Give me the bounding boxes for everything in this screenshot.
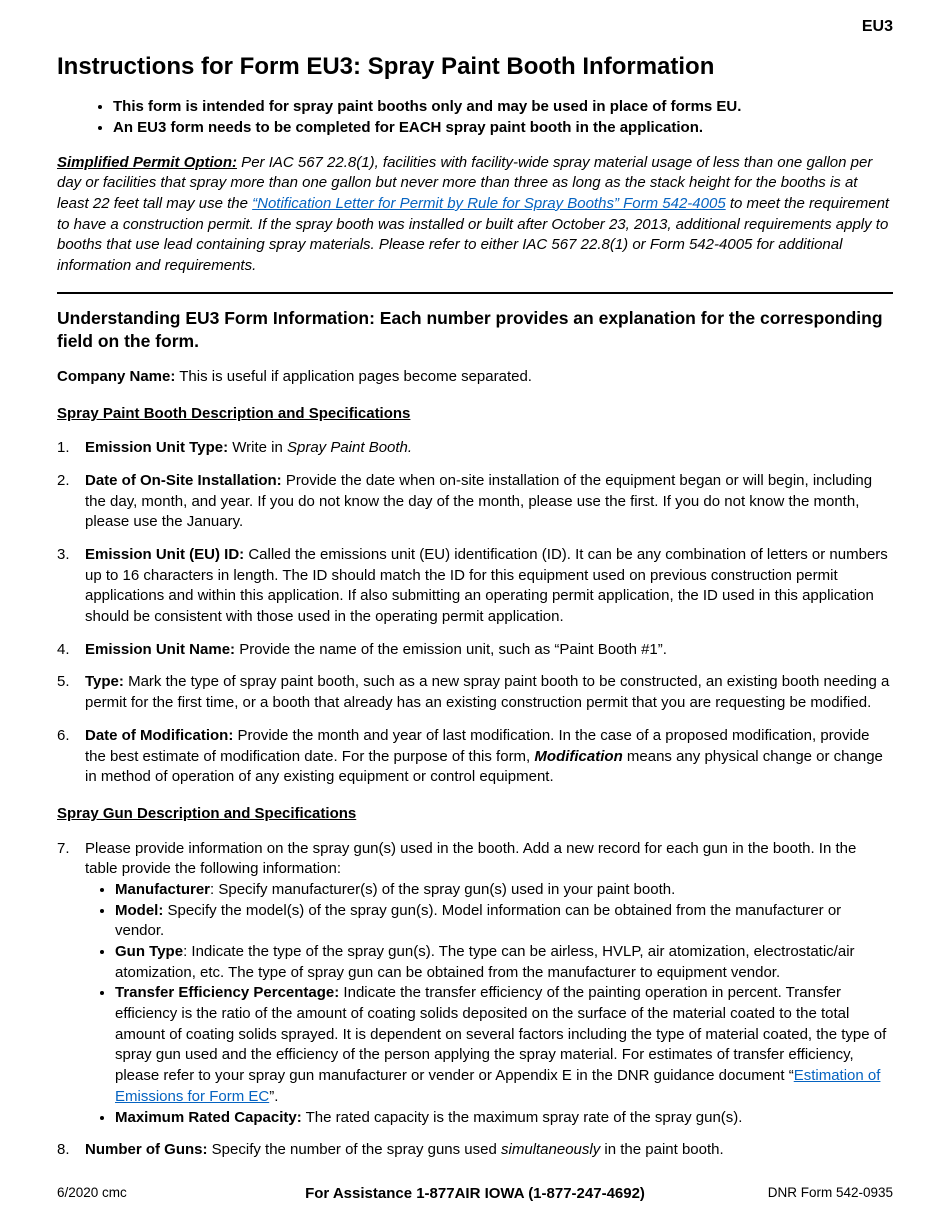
gun-bullet-transfer-efficiency xyxy=(115,983,893,1107)
item-1-italic: Spray Paint Booth. xyxy=(286,439,413,457)
gun-bullet-model xyxy=(115,901,893,942)
gun-bullet-transfer-efficiency-label: Transfer Efficiency Percentage: xyxy=(115,984,340,1002)
company-name-label: Company Name: xyxy=(57,367,176,385)
booth-section-heading: Spray Paint Booth Description and Specifications xyxy=(57,404,411,422)
item-4-text: Provide the name of the emission unit, such as “Paint Booth #1”. xyxy=(235,640,667,658)
gun-bullet-gun-type-label: Gun Type xyxy=(115,943,184,960)
numbered-item-7 xyxy=(57,839,893,1129)
footer-revision-date: 6/2020 cmc xyxy=(57,1185,127,1201)
numbered-item-8 xyxy=(57,1140,893,1161)
gun-bullet-model-label: Model: xyxy=(115,901,164,919)
gun-bullet-transfer-efficiency-text-2: ”. xyxy=(269,1087,279,1105)
item-5-text: Mark the type of spray paint booth, such as a new spray paint booth to be constructed, an existing booth needing a permit for the first time, or a booth that already has an existing construction permit that you are requesting be modified. xyxy=(85,673,890,712)
gun-bullet-max-rated-capacity xyxy=(115,1108,893,1129)
item-1-label: Emission Unit Type: xyxy=(85,439,229,457)
item-3-body xyxy=(85,545,893,628)
gun-bullet-transfer-efficiency-text: Indicate the transfer efficiency of the painting operation in percent. Transfer efficiency is the ratio of the amount of coating solids deposited on the surface of the material coated to the total amount of coating solids sprayed. It is dependent on several factors including the type of material coated, the type of spray gun used and the efficiency of the person applying the spray material. For estimates of transfer efficiency, please refer to your spray gun manufacturer or vender or Appendix E in the DNR guidance document “ xyxy=(115,984,887,1085)
gun-bullet-manufacturer-text: : Specify manufacturer(s) of the spray gun(s) used in your paint booth. xyxy=(210,880,676,898)
numbered-item-5 xyxy=(57,672,893,713)
item-4-number: 4. xyxy=(57,640,70,658)
item-5-body xyxy=(85,672,893,713)
item-6-text-2: means any physical change or change in method of operation of any existing equipment or control equipment. xyxy=(85,747,883,786)
gun-bullet-list xyxy=(99,880,893,1128)
item-7-body xyxy=(85,839,893,1129)
item-3-text: Called the emissions unit (EU) identification (ID). It can be any combination of letters or numbers up to 16 characters in length. The ID should match the ID for this equipment used on previous construction permit applications and within this application. If also submitting an operating permit application, the ID used in this application should be consistent with those used in the operating permit application. xyxy=(85,546,888,626)
item-6-number: 6. xyxy=(57,726,70,744)
item-6-body xyxy=(85,726,893,788)
numbered-item-1 xyxy=(57,438,893,459)
gun-bullet-manufacturer-label: Manufacturer xyxy=(115,880,211,898)
page-footer xyxy=(57,1184,893,1204)
item-8-italic: simultaneously xyxy=(501,1141,601,1159)
numbered-item-4 xyxy=(57,640,893,661)
item-1-text: Write in xyxy=(228,439,287,457)
numbered-item-6 xyxy=(57,726,893,788)
estimation-of-emissions-link[interactable]: Estimation of Emissions for Form EC xyxy=(115,1067,881,1105)
company-name-text: This is useful if application pages become separated. xyxy=(175,367,532,385)
gun-bullet-gun-type xyxy=(115,942,893,983)
item-2-text: Provide the date when on-site installation of the equipment began or will begin, including the day, month, and year. If you do not know the day of the month, please use the first. If you do not know the month, please use the January. xyxy=(85,471,873,531)
intro-bullet-2-text: An EU3 form needs to be completed for EACH spray paint booth in the application. xyxy=(113,118,704,136)
item-6-label: Date of Modification: xyxy=(85,726,234,744)
item-4-label: Emission Unit Name: xyxy=(85,640,236,658)
section-divider xyxy=(57,292,893,294)
page-title: Instructions for Form EU3: Spray Paint Booth Information xyxy=(57,53,715,81)
simplified-permit-text-2: to meet the requirement to have a construction permit. If the spray booth was installed or built after October 23, 2013, additional requirements apply to booths that use lead containing spray materials. Please refer to either IAC 567 22.8(1) or Form 542-4005 for additional information and requirements. xyxy=(57,194,890,274)
item-8-text: Specify the number of the spray guns used xyxy=(207,1141,502,1159)
gun-section-heading: Spray Gun Description and Specifications xyxy=(57,804,357,822)
intro-bullet-2 xyxy=(113,118,893,139)
gun-bullet-gun-type-text: : Indicate the type of the spray gun(s). The type can be airless, HVLP, air atomization, electrostatic/air atomization, etc. The type of spray gun can be obtained from the manufacturer to equipment vendor. xyxy=(115,943,855,981)
gun-bullet-max-rated-capacity-text: The rated capacity is the maximum spray rate of the spray gun(s). xyxy=(301,1108,743,1126)
gun-bullet-max-rated-capacity-label: Maximum Rated Capacity: xyxy=(115,1108,302,1126)
numbered-item-3 xyxy=(57,545,893,628)
simplified-permit-paragraph xyxy=(57,153,893,277)
item-2-label: Date of On-Site Installation: xyxy=(85,471,282,489)
form-code: EU3 xyxy=(861,18,893,35)
footer-form-number: DNR Form 542-0935 xyxy=(767,1185,893,1201)
item-1-number: 1. xyxy=(57,439,70,457)
item-5-label: Type: xyxy=(85,673,124,691)
item-4-body xyxy=(85,640,893,661)
item-8-body xyxy=(85,1140,893,1161)
simplified-permit-text-1: Per IAC 567 22.8(1), facilities with facility-wide spray material usage of less than one gallon per day or facilities that spray more than one gallon but never more than three as long as the stack height for the booths is at least 22 feet tall may use the xyxy=(57,153,873,212)
item-8-number: 8. xyxy=(57,1141,70,1159)
item-8-label: Number of Guns: xyxy=(85,1141,208,1159)
gun-bullet-manufacturer xyxy=(115,880,893,901)
intro-bullet-1 xyxy=(113,97,893,118)
item-8-text-2: in the paint booth. xyxy=(600,1141,724,1159)
item-7-intro-text: Please provide information on the spray gun(s) used in the booth. Add a new record for each gun in the booth. In the table provide the following information: xyxy=(85,839,857,878)
understanding-heading: Understanding EU3 Form Information: Each number provides an explanation for the corresponding field on the form. xyxy=(57,307,883,351)
item-1-body xyxy=(85,438,893,459)
intro-bullet-1-text: This form is intended for spray paint booths only and may be used in place of forms EU. xyxy=(113,98,742,116)
form-542-4005-link[interactable]: “Notification Letter for Permit by Rule for Spray Booths” Form 542-4005 xyxy=(252,194,726,212)
gun-bullet-model-text: Specify the model(s) of the spray gun(s). Model information can be obtained from the manufacturer or vendor. xyxy=(115,901,842,940)
item-7-number: 7. xyxy=(57,839,70,857)
item-6-text: Provide the month and year of last modification. In the case of a proposed modification, provide the best estimate of modification date. For the purpose of this form, xyxy=(85,726,870,765)
footer-assistance-line: For Assistance 1-877AIR IOWA (1-877-247-4692) xyxy=(305,1185,645,1202)
company-name-paragraph xyxy=(57,367,893,388)
intro-bullet-list xyxy=(90,97,893,138)
item-3-number: 3. xyxy=(57,546,70,563)
numbered-item-2 xyxy=(57,471,893,533)
item-2-number: 2. xyxy=(57,471,70,489)
item-6-bold-italic: Modification xyxy=(534,747,623,765)
item-2-body xyxy=(85,471,893,533)
item-5-number: 5. xyxy=(57,673,70,691)
item-3-label: Emission Unit (EU) ID: xyxy=(85,546,245,563)
simplified-permit-label: Simplified Permit Option: xyxy=(57,153,238,171)
